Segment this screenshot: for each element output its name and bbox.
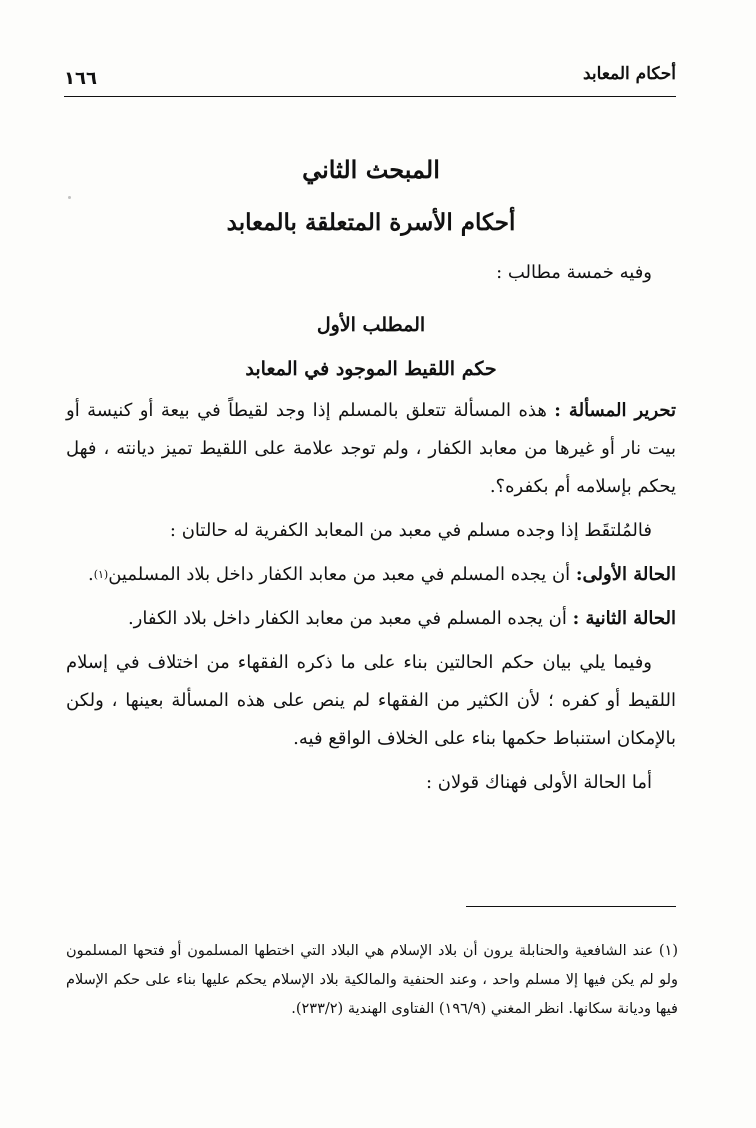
paragraph-lead: الحالة الثانية :	[572, 608, 676, 629]
paragraph-issue	[66, 392, 676, 506]
paragraph-text: هذه المسألة تتعلق بالمسلم إذا وجد لقيطاً في بيعة أو كنيسة أو بيت نار أو غيرها من معابد الكفار ، ولم توجد علامة على اللقيط تميز ديانته ، فهل يحكم بإسلامه أم بكفره؟.	[66, 400, 676, 497]
paragraph-first-case-opinions: أما الحالة الأولى فهناك قولان :	[425, 772, 652, 793]
page-number: ١٦٦	[64, 68, 97, 89]
chapter-subtitle: أحكام الأسرة المتعلقة بالمعابد	[226, 209, 516, 236]
paragraph-text: أن يجده المسلم في معبد من معابد الكفار داخل بلاد الكفار.	[127, 608, 573, 629]
intro-line: وفيه خمسة مطالب :	[496, 262, 652, 283]
paragraph-case-two	[66, 600, 676, 638]
chapter-title: المبحث الثاني	[302, 155, 440, 184]
paragraph-cases: فالمُلتقَط إذا وجده مسلم في معبد من المعابد الكفرية له حالتان :	[169, 520, 652, 541]
paragraph-lead: تحرير المسألة :	[554, 400, 677, 421]
running-title: أحكام المعابد	[582, 64, 676, 84]
footnote-reference: (١)	[93, 568, 109, 581]
section-subtitle: حكم اللقيط الموجود في المعابد	[245, 358, 497, 380]
paragraph-explanation: وفيما يلي بيان حكم الحالتين بناء على ما ذكره الفقهاء من اختلاف في إسلام اللقيط أو كفره ؛ لأن الكثير من الفقهاء لم ينص على هذه المسألة بعينها ، ولكن بالإمكان استنباط حكمها بناء على الخلاف الواقع فيه.	[66, 652, 676, 749]
paragraph-text: أن يجده المسلم في معبد من معابد الكفار داخل بلاد المسلمين	[108, 564, 576, 585]
footnote-divider	[466, 906, 676, 907]
scan-speck	[68, 196, 71, 199]
paragraph-case-one	[66, 556, 676, 594]
running-header	[64, 58, 676, 92]
page-body	[66, 150, 676, 802]
header-divider	[64, 96, 676, 97]
paragraph-lead: الحالة الأولى:	[575, 564, 676, 585]
footnote: (١) عند الشافعية والحنابلة يرون أن بلاد الإسلام هي البلاد التي اختطها المسلمون أو فتحها المسلمون ولو لم يكن فيها إلا مسلم واحد ، وعند الحنفية والمالكية بلاد الإسلام يحكم عليها بناء على حكم الإسلام فيها وديانة سكانها. انظر المغني (١٩٦/٩) الفتاوى الهندية (٢٣٣/٢).	[66, 942, 678, 1017]
section-title: المطلب الأول	[316, 314, 426, 336]
paragraph-text: .	[87, 564, 94, 585]
